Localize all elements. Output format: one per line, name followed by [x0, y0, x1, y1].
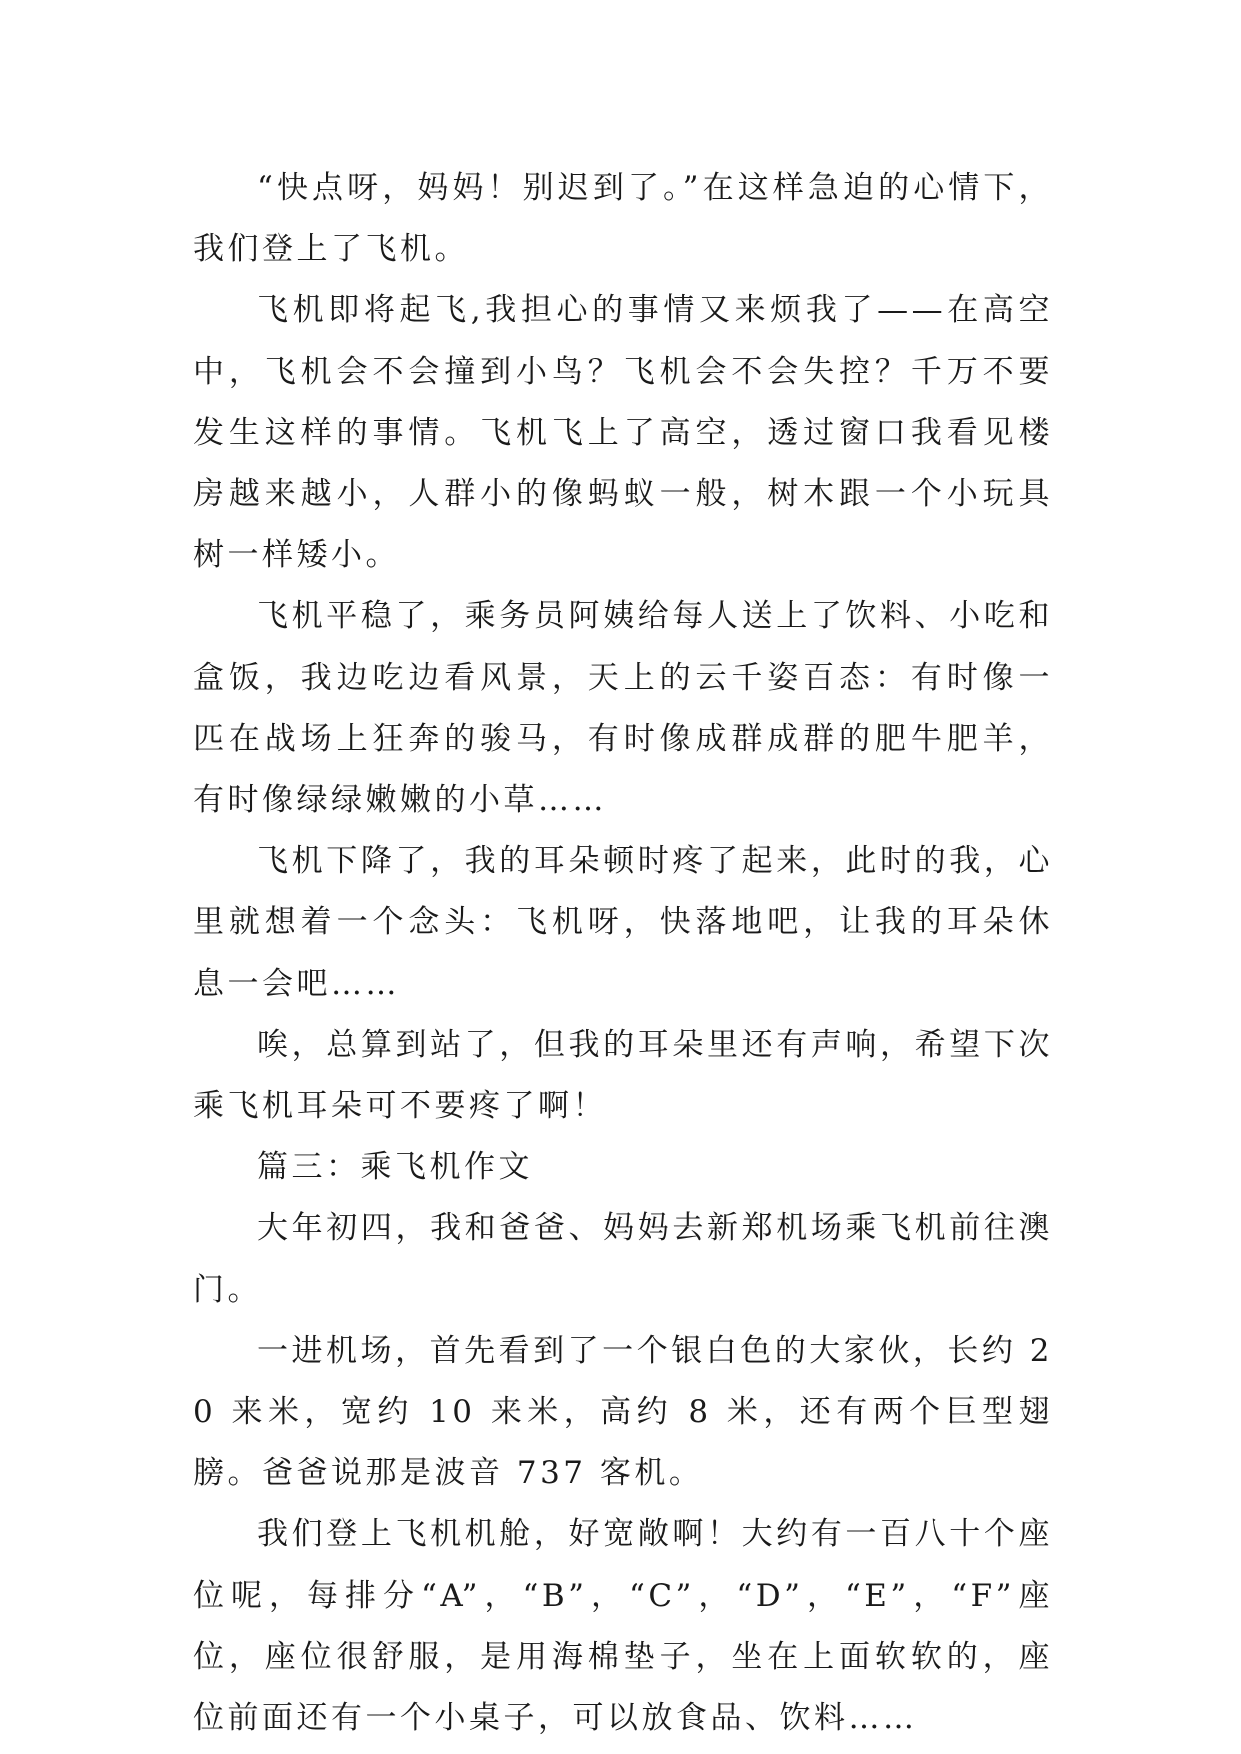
paragraph: 飞机下降了，我的耳朵顿时疼了起来，此时的我，心里就想着一个念头：飞机呀，快落地吧，让我的耳朵休息一会吧…… — [193, 843, 1053, 1002]
section-heading: 篇三：乘飞机作文 — [257, 1149, 533, 1186]
document-body — [193, 158, 1053, 1749]
paragraph: 大年初四，我和爸爸、妈妈去新郑机场乘飞机前往澳门。 — [193, 1210, 1053, 1308]
paragraph: 飞机平稳了，乘务员阿姨给每人送上了饮料、小吃和盒饭，我边吃边看风景，天上的云千姿百态：有时像一匹在战场上狂奔的骏马，有时像成群成群的肥牛肥羊，有时像绿绿嫩嫩的小草…… — [193, 598, 1053, 819]
paragraph: 一进机场，首先看到了一个银白色的大家伙，长约 20 来米，宽约 10 来米，高约 8 米，还有两个巨型翅膀。爸爸说那是波音 737 客机。 — [193, 1332, 1053, 1492]
paragraph: “快点呀，妈妈！别迟到了。”在这样急迫的心情下，我们登上了飞机。 — [193, 170, 1053, 268]
paragraph: 我们登上飞机机舱，好宽敞啊！大约有一百八十个座位呢，每排分“A”，“B”，“C”，“D”，“E”，“F”座位，座位很舒服，是用海棉垫子，坐在上面软软的，座位前面还有一个小桌子，可以放食品、饮料…… — [193, 1516, 1053, 1737]
paragraph: 飞机即将起飞,我担心的事情又来烦我了——在高空中，飞机会不会撞到小鸟？飞机会不会失控？千万不要发生这样的事情。飞机飞上了高空，透过窗口我看见楼房越来越小，人群小的像蚂蚁一般，树木跟一个小玩具树一样矮小。 — [193, 292, 1053, 574]
paragraph: 唉，总算到站了，但我的耳朵里还有声响，希望下次乘飞机耳朵可不要疼了啊！ — [193, 1026, 1053, 1125]
